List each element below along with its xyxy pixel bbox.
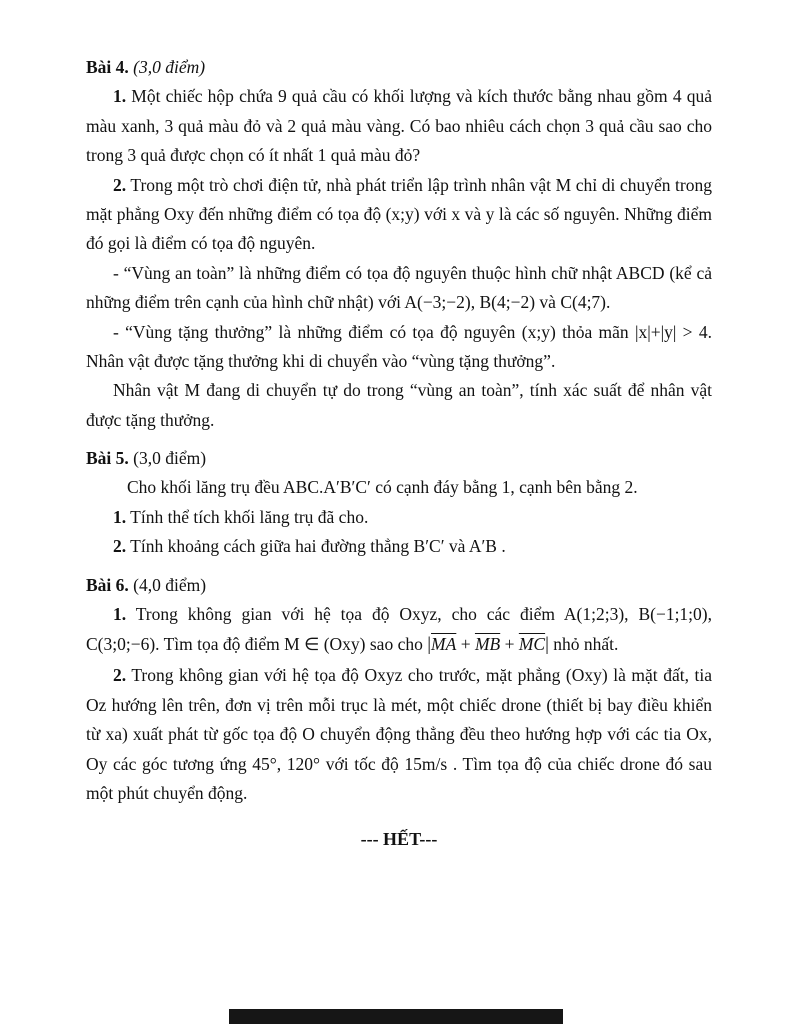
closing-text: Nhân vật M đang di chuyển tự do trong “vùng an toàn”, tính xác suất để nhân vật được tặng thưởng.	[86, 380, 712, 430]
bullet-text: - “Vùng tặng thưởng” là những điểm có tọa độ nguyên (x;y) thỏa mãn |x|+|y| > 4. Nhân vật được tặng thưởng khi di chuyển vào “vùng tặng thưởng”.	[86, 321, 712, 371]
section-points: (3,0 điểm)	[133, 448, 207, 469]
section-heading-bai6	[86, 571, 712, 600]
plus-sign: +	[500, 634, 519, 655]
problem-text: nhỏ nhất.	[548, 634, 619, 655]
problem-text: Trong không gian với hệ tọa độ Oxyz cho trước, mặt phẳng (Oxy) là mặt đất, tia Oz hướng lên trên, đơn vị trên mỗi trục là mét, một chiếc drone (thiết bị bay điều khiển từ xa) xuất phát từ gốc tọa độ O chuyển động thẳng đều theo hướng hợp với các tia Ox, Oy các góc tương ứng 45°, 120° với tốc độ 15m/s . Tìm tọa độ của chiếc drone đó sau một phút chuyển động.	[86, 665, 712, 803]
vector-mb: $\overline{MB}$	[474, 634, 501, 655]
problem-paragraph	[86, 532, 712, 561]
section-label: Bài 4.	[86, 57, 129, 77]
section-heading-bai4	[86, 53, 712, 82]
section-label: Bài 6.	[86, 574, 129, 595]
item-number: 2.	[113, 536, 127, 557]
problem-text: Trong một trò chơi điện tử, nhà phát triển lập trình nhân vật M chỉ di chuyển trong mặt phẳng Oxy đến những điểm có tọa độ (x;y) với x và y là các số nguyên. Những điểm đó gọi là điểm có tọa độ nguyên.	[86, 174, 712, 254]
scan-artifact-bar	[229, 1009, 563, 1024]
problem-paragraph	[86, 171, 712, 259]
section-label: Bài 5.	[86, 448, 129, 469]
section-heading-bai5	[86, 444, 712, 473]
problem-text: Tính khoảng cách giữa hai đường thẳng B′C′ và A′B .	[126, 536, 506, 557]
problem-text: Một chiếc hộp chứa 9 quả cầu có khối lượng và kích thước bằng nhau gồm 4 quả màu xanh, 3 quả màu đỏ và 2 quả màu vàng. Có bao nhiêu cách chọn 3 quả cầu sao cho trong 3 quả được chọn có ít nhất 1 quả màu đỏ?	[86, 86, 712, 166]
problem-paragraph	[86, 82, 712, 170]
closing-paragraph	[86, 376, 712, 435]
section-points: (4,0 điểm)	[133, 574, 207, 595]
vector-mc: $\overline{MC}$	[518, 634, 546, 655]
problem-paragraph	[86, 600, 712, 661]
problem-text: Tính thể tích khối lăng trụ đã cho.	[126, 506, 369, 527]
absolute-value-bar: |	[545, 634, 549, 656]
problem-paragraph	[86, 473, 712, 502]
problem-text: Trong không gian với hệ tọa độ Oxyz, cho các điểm A(1;2;3), B(−1;1;0), C(3;0;−6). Tìm tọa độ điểm M ∈ (Oxy) sao cho	[86, 604, 712, 655]
item-number: 2.	[113, 174, 127, 195]
bullet-text: - “Vùng an toàn” là những điểm có tọa độ nguyên thuộc hình chữ nhật ABCD (kể cả những điểm trên cạnh của hình chữ nhật) với A(−3;−2), B(4;−2) và C(4;7).	[86, 262, 712, 313]
item-number: 1.	[113, 506, 127, 527]
end-of-exam-marker: --- HẾT---	[360, 829, 438, 850]
item-number: 1.	[113, 86, 127, 107]
absolute-value-bar: |	[427, 634, 432, 656]
problem-text: Cho khối lăng trụ đều ABC.A′B′C′ có cạnh đáy bằng 1, cạnh bên bằng 2.	[127, 477, 638, 498]
problem-paragraph	[86, 503, 712, 532]
problem-paragraph	[86, 661, 712, 808]
bullet-paragraph	[86, 259, 712, 318]
plus-sign: +	[456, 634, 475, 655]
item-number: 2.	[113, 665, 127, 686]
section-points: (3,0 điểm)	[133, 57, 206, 77]
vector-ma: $\overline{MA}$	[431, 634, 457, 655]
bullet-paragraph	[86, 318, 712, 377]
item-number: 1.	[113, 604, 127, 625]
